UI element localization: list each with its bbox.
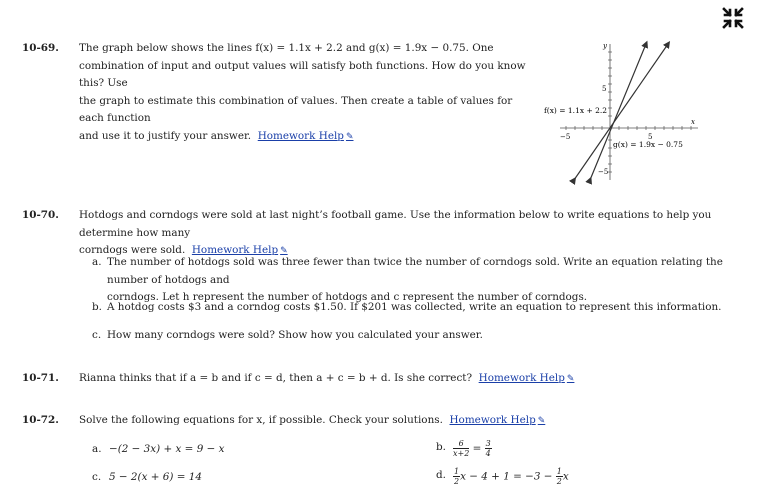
pencil-icon: ✎ <box>345 131 354 142</box>
part-letter: c. <box>92 329 102 341</box>
problem-text: Solve the following equations for x, if possible. Check your solutions. Homework Help ✎ <box>79 414 546 426</box>
part-text: The number of hotdogs sold was three fewer than twice the number of corndogs sold. Write an equation relating the number of hotdogs and corndogs. Let h represent the number of hotdogs and c represent the number of corndogs. <box>107 256 723 303</box>
equation: $\frac{6}{x+2}$ = $\frac{3}{4}$ <box>453 439 491 458</box>
part-letter: c. <box>92 471 102 483</box>
collapse-arrows-icon <box>720 6 746 30</box>
text-line: the graph to estimate this combination of values. Then create a table of values for each function <box>79 94 513 124</box>
homework-help-link[interactable]: Homework Help ✎ <box>257 129 354 142</box>
problem-number: 10-70. <box>22 209 59 221</box>
problem-number: 10-71. <box>22 372 59 384</box>
text-line: Hotdogs and corndogs were sold at last night’s football game. Use the information below to write equations to help you determine how many <box>79 209 712 239</box>
text-line: and use it to justify your answer. Homework Help ✎ <box>79 129 354 142</box>
equation: $\frac{1}{2}$ x − 4 + 1 = −3 − $\frac{1}{2}$ x <box>454 467 569 486</box>
problem-text <box>79 40 529 146</box>
homework-help-link[interactable]: Homework Help ✎ <box>478 372 575 384</box>
part-text: A hotdog costs $3 and a corndog costs $1.50. If $201 was collected, write an equation to represent this information. <box>107 301 722 313</box>
text-line: corndogs were sold. Homework Help ✎ <box>79 244 288 256</box>
text-line: combination of input and output values will satisfy both functions. How do you know this? Use <box>79 59 526 89</box>
pencil-icon: ✎ <box>280 246 288 256</box>
part-letter: d. <box>436 469 446 481</box>
problem-number: 10-69. <box>22 42 59 54</box>
fraction: $\frac{1}{2}$ <box>556 467 562 486</box>
problem-text <box>79 207 754 261</box>
part-letter: a. <box>92 256 102 268</box>
g-function-label: g(x) = 1.9x − 0.75 <box>613 140 683 149</box>
pencil-icon: ✎ <box>566 374 575 384</box>
homework-help-link[interactable]: Homework Help ✎ <box>449 414 546 426</box>
part-letter: a. <box>92 443 102 455</box>
f-function-label: f(x) = 1.1x + 2.2 <box>544 106 608 115</box>
y-axis-label: y <box>603 42 607 50</box>
pencil-icon: ✎ <box>537 416 546 426</box>
function-graph <box>540 40 710 186</box>
part-text: How many corndogs were sold? Show how you calculated your answer. <box>107 329 483 341</box>
tick-label-y-neg: −5 <box>598 168 609 176</box>
homework-help-link[interactable]: Homework Help ✎ <box>191 244 288 256</box>
fraction: $\frac{6}{x+2}$ <box>453 439 470 458</box>
fraction: $\frac{3}{4}$ <box>485 439 491 458</box>
equation: −(2 − 3x) + x = 9 − x <box>109 443 225 455</box>
part-letter: b. <box>436 441 446 453</box>
text-line: The graph below shows the lines f(x) = 1.1x + 2.2 and g(x) = 1.9x − 0.75. One <box>79 42 494 54</box>
tick-label-y-pos: 5 <box>602 85 607 93</box>
problem-number: 10-72. <box>22 414 59 426</box>
fraction: $\frac{1}{2}$ <box>454 467 460 486</box>
collapse-button[interactable] <box>720 6 746 30</box>
problem-text: Rianna thinks that if a = b and if c = d, then a + c = b + d. Is she correct? Homework Help ✎ <box>79 372 575 384</box>
equation: 5 − 2(x + 6) = 14 <box>109 471 202 483</box>
tick-label-x-pos: 5 <box>648 133 653 141</box>
part-letter: b. <box>92 301 102 313</box>
x-axis-label: x <box>691 118 695 126</box>
tick-label-x-neg: −5 <box>560 133 571 141</box>
